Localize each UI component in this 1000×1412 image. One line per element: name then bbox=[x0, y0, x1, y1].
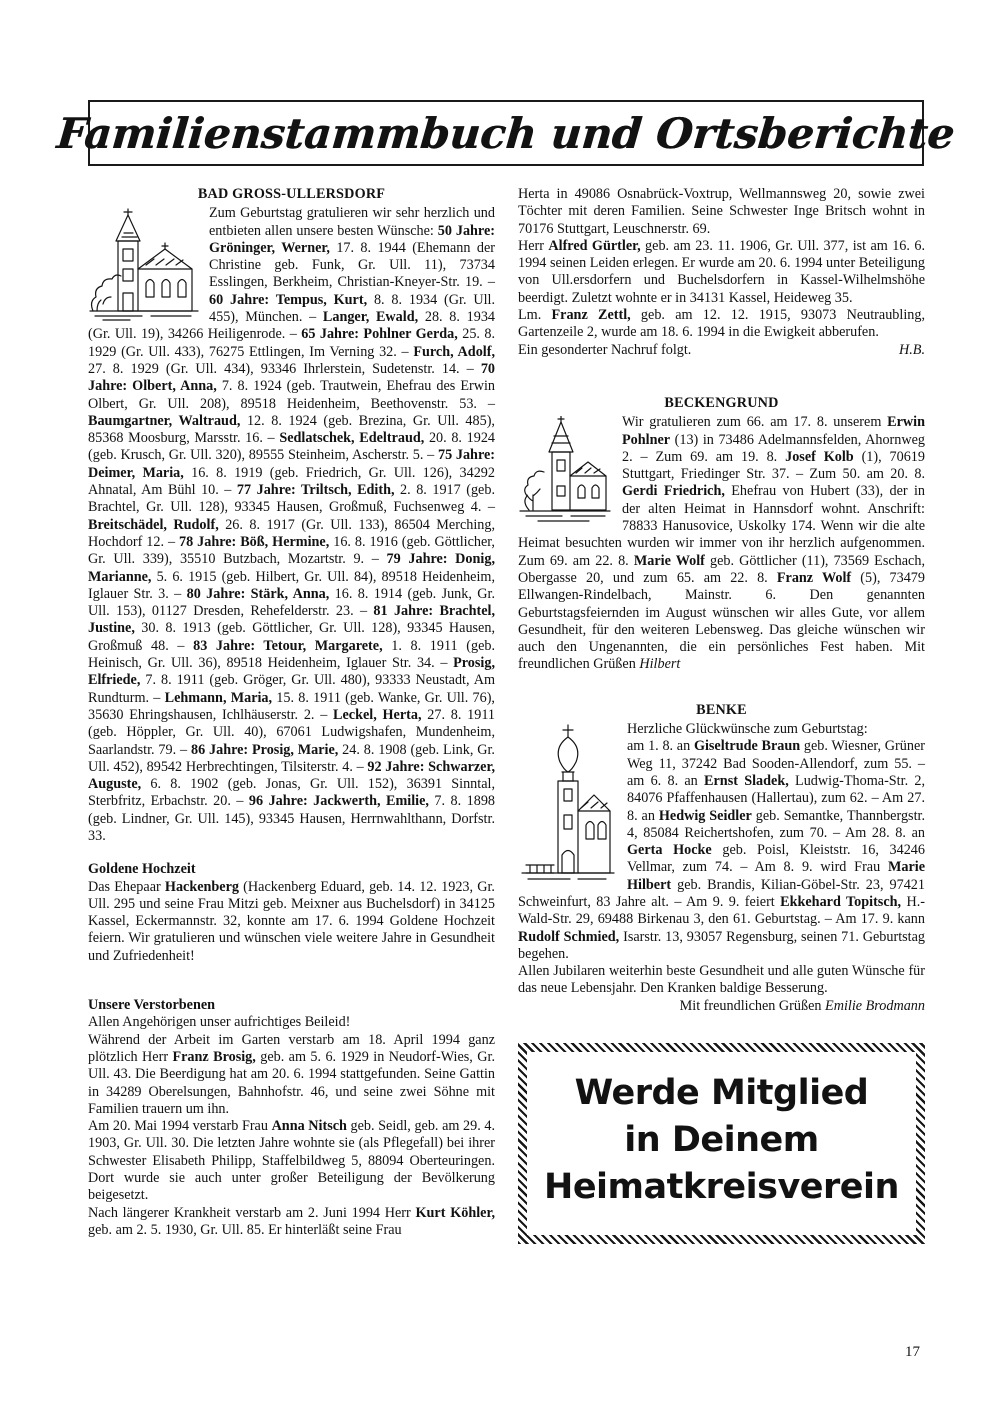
deceased-paragraph: Während der Arbeit im Garten verstarb am 18. April 1994 ganz plötzlich Herr Franz Brosig, geb. am 5. 6. 1929 in Neudorf-Wies, Gr. Ull. 43. Die Beerdigung hat am 20. 6. 1994 stattgefunden. Seine Gattin in 34289 Oberelsungen, Bahnhofstr. 46, und seine zwei Söhne mit Familien trauern um ihn. bbox=[88, 1031, 495, 1117]
church-illustration-beckengrund bbox=[518, 416, 613, 524]
signature-line bbox=[518, 998, 925, 1015]
nachruf-initials: H.B. bbox=[898, 341, 925, 358]
benke-closing-paragraph: Allen Jubilaren weiterhin beste Gesundheit und alle guten Wünsche für das neue Lebensjahr. Den Kranken baldige Besserung. bbox=[518, 963, 925, 997]
beckengrund-text: Wir gratulieren zum 66. am 17. 8. unserem Erwin Pohlner (13) in 73486 Adelmannsfelden, Ahornweg 2. – Zum 69. am 19. 8. Josef Kolb (1), 70619 Stuttgart, Friedinger Str. 37. – Zum 50. am 20. 8. Gerdi Friedrich, Ehefrau von Hubert (33), der in der alten Heimat in Hannsdorf wohnt. Anschrift: 78833 Hanusovice, Uskolky 174. Wenn wir die alte Heimat besuchten wurden wir immer von ihr herzlich aufgenommen. Zum 69. am 22. 8. Marie Wolf geb. Göttlicher (11), 73569 Eschach, Obergasse 20, und zum 65. am 22. 8. Franz Wolf (5), 73479 Ellwangen-Rindelbach, Mainstr. 6. Den genannten Geburtstagsfeiernden im August wünschen wir alles Gute, vor allem Gesundheit, für den weiteren Lebensweg. Das gleiche wünschen wir auch den Ungenannten, die ein persönliches Fest haben. Mit freundlichen Grüßen Hilbert bbox=[518, 414, 925, 673]
masthead-box bbox=[55, 100, 957, 166]
section-heading-bad-gross-ullersdorf: BAD GROSS-ULLERSDORF bbox=[197, 186, 386, 202]
page-number: 17 bbox=[905, 1344, 920, 1360]
beckengrund-paragraph bbox=[518, 414, 925, 673]
church-illustration-bad-gross-ullersdorf bbox=[88, 207, 200, 323]
content-columns bbox=[88, 186, 925, 1244]
masthead-title: Familienstammbuch und Ortsberichte bbox=[55, 108, 957, 158]
church-illustration-benke bbox=[518, 723, 618, 885]
column-right bbox=[518, 186, 925, 1244]
ad-line: Heimatkreisverein bbox=[544, 1167, 899, 1208]
ad-line: Werde Mitglied bbox=[574, 1073, 869, 1114]
deceased-paragraph: Allen Angehörigen unser aufrichtiges Beileid! bbox=[88, 1014, 351, 1031]
benke-intro-text: Herzliche Glückwünsche zum Geburtstag: bbox=[627, 721, 868, 738]
deceased-paragraph: Nach längerer Krankheit verstarb am 2. Juni 1994 Herr Kurt Köhler, geb. am 2. 5. 1930, Gr. Ull. 85. Er hinterläßt seine Frau bbox=[88, 1204, 495, 1238]
deceased-heading: Unsere Verstorbenen bbox=[88, 997, 216, 1014]
birthday-text: Zum Geburtstag gratulieren wir sehr herzlich und entbieten allen unsere besten Wünsche: 50 Jahre: Gröninger, Werner, 17. 8. 1944 (Ehemann der Christine geb. Funk, Gr. Ull. 11), 73734 Esslingen, Berkheim, Christian-Kneyer-Str. 19. – 60 Jahre: Tempus, Kurt, 8. 8. 1934 (Gr. Ull. 455), München. – Langer, Ewald, 28. 8. 1934 (Gr. Ull. 19), 34266 Heiligenrode. – 65 Jahre: Pohlner Gerda, 25. 8. 1929 (Gr. Ull. 433), 76275 Ettlingen, Im Verning 32. – Furch, Adolf, 27. 8. 1929 (Gr. Ull. 434), 93346 Ihrlerstein, Sudetenstr. 14. – 70 Jahre: Olbert, Anna, 7. 8. 1924 (geb. Trautwein, Ehefrau des Erwin Olbert, Gr. Ull. 208), 89518 Heidenheim, Beethovenstr. 53. – Baumgartner, Waltraud, 12. 8. 1924 (geb. Brezina, Gr. Ull. 485), 85368 Moosburg, Marsstr. 16. – Sedlatschek, Edeltraud, 20. 8. 1924 (geb. Krusch, Gr. Ull. 320), 89555 Steinheim, Ascherstr. 5. – 75 Jahre: Deimer, Maria, 16. 8. 1919 (geb. Friedrich, Gr. Ull. 126), 34292 Ahnatal, Am Bühl 10. – 77 Jahre: Triltsch, Edith, 2. 8. 1917 (geb. Brachtel, Gr. Ull. 128), 93345 Hausen, Großmuß, Fuchsenweg 4. – Breitschädel, Rudolf, 26. 8. 1917 (Gr. Ull. 133), 86504 Merching, Hochdorf 12. – 78 Jahre: Böß, Hermine, 16. 8. 1916 (geb. Göttlicher, Gr. Ull. 339), 35510 Butzbach, Mozartstr. 9. – 79 Jahre: Donig, Marianne, 5. 6. 1915 (geb. Hilbert, Gr. Ull. 84), 89518 Heidenheim, Iglauer Str. 3. – 80 Jahre: Stärk, Anna, 16. 8. 1914 (geb. Junk, Gr. Ull. 153), 01127 Dresden, Rehefelderstr. 23. – 81 Jahre: Brachtel, Justine, 30. 8. 1913 (geb. Göttlicher, Gr. Ull. 128), 93345 Hausen, Großmuß 48. – 83 Jahre: Tetour, Margarete, 1. 8. 1911 (geb. Heinisch, Gr. Ull. 36), 89518 Heidenheim, Iglauer Str. 34. – Prosig, Elfriede, 7. 8. 1911 (geb. Gröger, Gr. Ull. 480), 93333 Neustadt, Am Rundturm. – Lehmann, Maria, 15. 8. 1911 (geb. Wanke, Gr. Ull. 76), 35630 Ehringshausen, Ichlhäuserstr. 2. – Leckel, Herta, 27. 8. 1911 (geb. Höppler, Gr. Ull. 40), 67061 Ludwigshafen, Mundenheim, Saarlandstr. 79. – 86 Jahre: Prosig, Marie, 24. 8. 1908 (geb. Link, Gr. Ull. 452), 89542 Herbrechtingen, Tilsiterstr. 4. – 92 Jahre: Schwarzer, Auguste, 6. 8. 1902 (geb. Jonas, Gr. Ull. 152), 36391 Sinntal, Sterbfritz, Erbachstr. 20. – 96 Jahre: Jackwerth, Emilie, 7. 8. 1898 (geb. Lindner, Gr. Ull. 145), 93345 Hausen, Herrnwahlthann, Dorfstr. 33. bbox=[88, 205, 496, 844]
section-heading-benke: BENKE bbox=[696, 701, 747, 718]
deceased-paragraph: Am 20. Mai 1994 verstarb Frau Anna Nitsch geb. Seidl, geb. am 29. 4. 1903, Gr. Ull. 30. Die letzten Jahre wohnte sie (als Pflegefall) bei ihrer Schwester Elisabeth Philipp, Staffelbildweg 5, 88094 Oberteuringen. Dort wurde sie auch unter großer Beteiligung der Bevölkerung beigesetzt. bbox=[88, 1118, 495, 1204]
deceased-continued-paragraph: Herta in 49086 Osnabrück-Voxtrup, Wellmannsweg 20, sowie zwei Töchter mit deren Familien. Seine Schwester Inge Britsch wohnt in 70176 Stuttgart, Leuschnerstr. 69. bbox=[518, 186, 925, 237]
deceased-continued-paragraph: Lm. Franz Zettl, geb. am 12. 12. 1915, 93073 Neutraubling, Gartenzeile 2, wurde am 18. 6. 1994 in die Ewigkeit abberufen. bbox=[518, 307, 925, 341]
golden-wedding-heading: Goldene Hochzeit bbox=[88, 861, 196, 878]
nachruf-line bbox=[518, 342, 925, 359]
ad-line: in Deinem bbox=[624, 1120, 819, 1161]
section-heading-beckengrund: BECKENGRUND bbox=[664, 394, 779, 411]
signature-text: Mit freundlichen Grüßen Emilie Brodmann bbox=[679, 997, 925, 1014]
golden-wedding-paragraph: Das Ehepaar Hackenberg (Hackenberg Eduard, geb. 14. 12. 1923, Gr. Ull. 295 und seine Frau Mitzi geb. Meixner aus Buchelsdorf) in 34125 Kassel, Eckermannstr. 32, konnte am 17. 6. 1994 Goldene Hochzeit feiern. Wir gratulieren und wünschen viele weitere Jahre in Gesundheit und Zufriedenheit! bbox=[88, 878, 495, 964]
deceased-continued-paragraph: Herr Alfred Gürtler, geb. am 23. 11. 1906, Gr. Ull. 377, ist am 16. 6. 1994 seinen Leiden erlegen. Er wurde am 20. 6. 1994 unter Beteiligung von Ull.ersdorfern und Buchelsdorfern in Kassel-Wilhelmshöhe beerdigt. Zuletzt wohnte er in 34131 Kassel, Heideweg 35. bbox=[518, 237, 925, 306]
birthday-paragraph bbox=[88, 205, 495, 845]
column-left bbox=[88, 186, 495, 1244]
membership-ad-inner bbox=[527, 1052, 916, 1235]
nachruf-text: Ein gesonderter Nachruf folgt. bbox=[518, 341, 692, 358]
benke-text: am 1. 8. an Giseltrude Braun geb. Wiesner, Grüner Weg 11, 37242 Bad Sooden-Allendorf, zum 55. – am 6. 8. an Ernst Sladek, Ludwig-Thoma-Str. 2, 84076 Pfaffenhausen (Hallertau), zum 62. – Am 27. 8. an Hedwig Seidler geb. Semantke, Thannbergstr. 4, 85084 Reichertshofen, zum 70. – Am 28. 8. an Gerta Hocke geb. Poisl, Kleiststr. 16, 34246 Vellmar, zum 74. – Am 8. 9. wird Frau Marie Hilbert geb. Brandis, Kilian-Göbel-Str. 23, 97421 Schweinfurt, 83 Jahre alt. – Am 9. 9. feiert Ekkehard Topitsch, H.-Wald-Str. 29, 69488 Birkenau 3, den 61. Geburtstag. – Am 17. 9. kann Rudolf Schmied, Isarstr. 13, 93057 Regensburg, seinen 71. Geburtstag begehen. bbox=[518, 738, 926, 962]
benke-paragraph bbox=[518, 721, 925, 963]
membership-ad bbox=[518, 1043, 925, 1244]
